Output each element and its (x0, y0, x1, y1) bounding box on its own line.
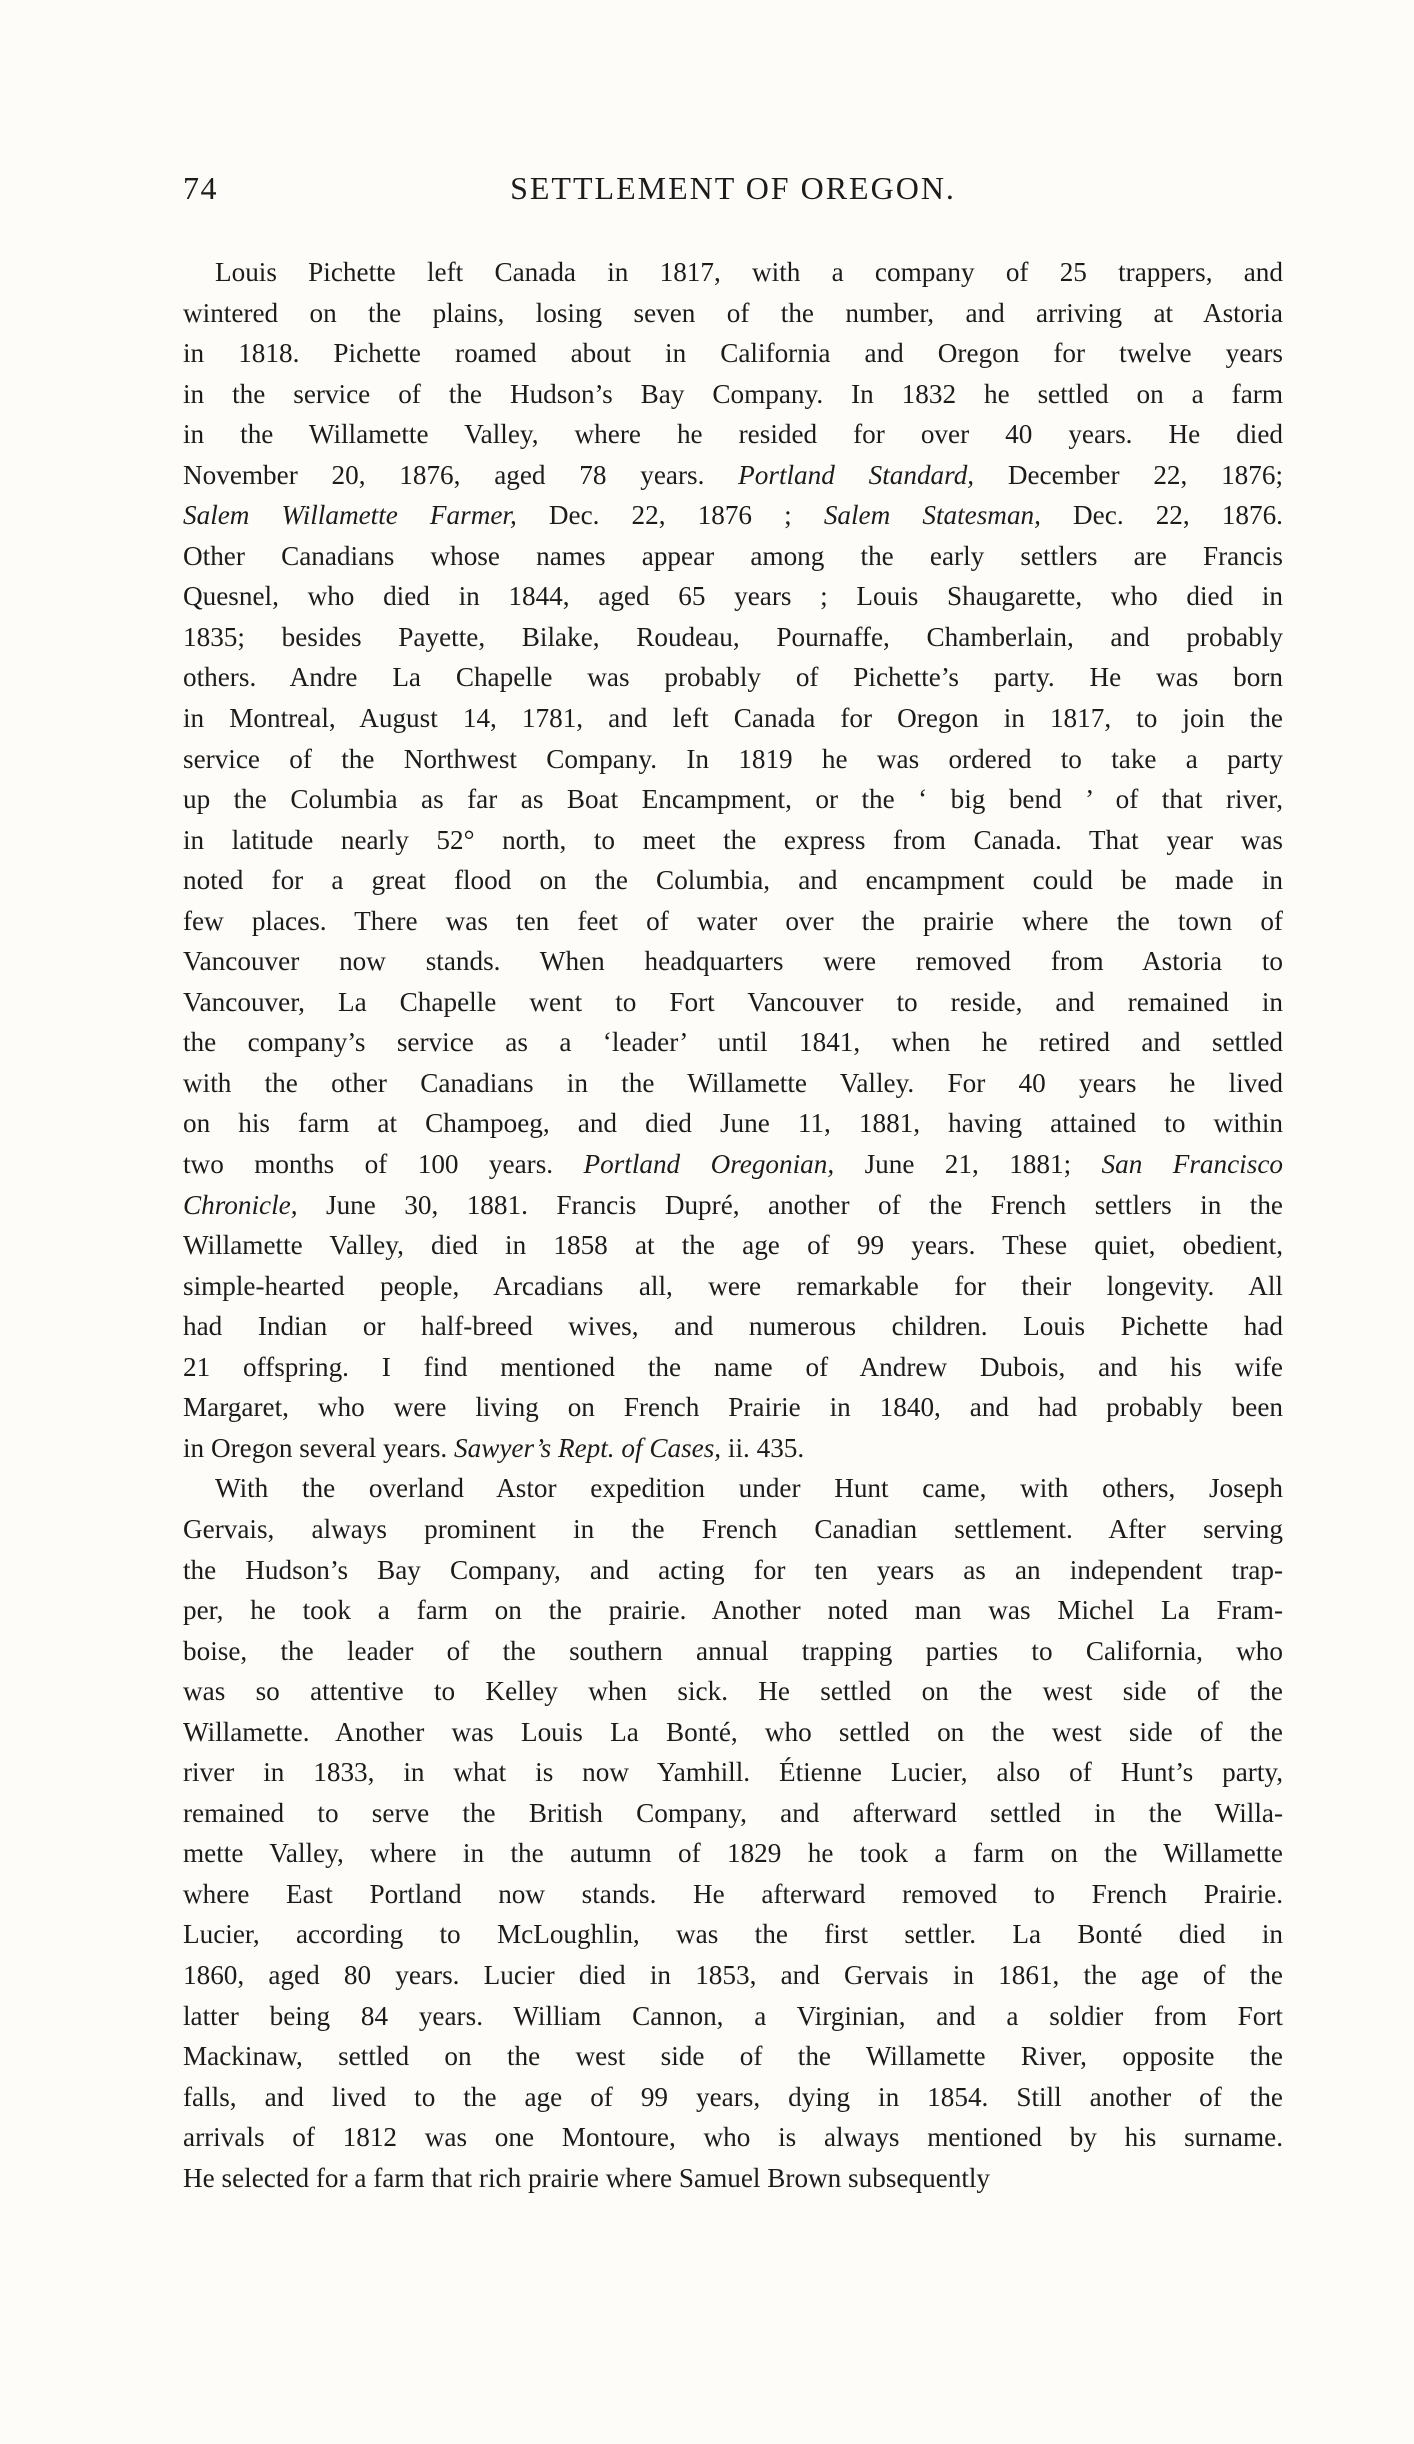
text-line (183, 1185, 1283, 1226)
text-run: wintered on the plains, losing seven of the number, and arriving at Astoria (183, 297, 1283, 328)
text-run: the Hudson’s Bay Company, and acting for ten years as an independent trap- (183, 1554, 1283, 1585)
text-run: November 20, 1876, aged 78 years. (183, 459, 739, 490)
text-run: 1835; besides Payette, Bilake, Roudeau, Pournaffe, Chamberlain, and probably (183, 621, 1283, 652)
italic-citation: Salem Willamette Farmer, (183, 500, 517, 531)
text-line (183, 1914, 1283, 1955)
text-run: was so attentive to Kelley when sick. He settled on the west side of the (183, 1676, 1283, 1707)
text-run: in Montreal, August 14, 1781, and left Canada for Oregon in 1817, to join the (183, 703, 1283, 734)
text-line (183, 2077, 1283, 2118)
text-run: service of the Northwest Company. In 1819 he was ordered to take a party (183, 743, 1283, 774)
text-run: in the service of the Hudson’s Bay Company. In 1832 he settled on a farm (183, 378, 1283, 409)
text-run: Gervais, always prominent in the French Canadian settlement. After serving (183, 1513, 1283, 1544)
running-title: SETTLEMENT OF OREGON. (510, 170, 956, 206)
text-run: Other Canadians whose names appear among the early settlers are Francis (183, 540, 1283, 571)
text-line (183, 455, 1283, 496)
body-text (183, 252, 1283, 2198)
text-line (183, 374, 1283, 415)
text-run: in Oregon several years. (183, 1432, 455, 1463)
text-run: June 30, 1881. Francis Dupré, another of the French settlers in the (297, 1189, 1283, 1220)
text-line (183, 1144, 1283, 1185)
text-run: on his farm at Champoeg, and died June 11, 1881, having attained to within (183, 1108, 1283, 1139)
text-run: arrivals of 1812 was one Montoure, who is always mentioned by his surname. (183, 2122, 1283, 2153)
text-run: two months of 100 years. (183, 1149, 584, 1180)
text-line (183, 698, 1283, 739)
text-line (183, 1468, 1283, 1509)
text-run: others. Andre La Chapelle was probably of Pichette’s party. He was born (183, 662, 1283, 693)
paragraph (183, 1468, 1283, 2198)
text-run: ii. 435. (721, 1432, 805, 1463)
text-line (183, 2117, 1283, 2158)
text-run: river in 1833, in what is now Yamhill. Étienne Lucier, also of Hunt’s party, (183, 1757, 1283, 1788)
text-line (183, 1793, 1283, 1834)
italic-citation: Salem Statesman, (823, 500, 1041, 531)
italic-citation: Portland Oregonian, (583, 1149, 835, 1180)
italic-citation: Sawyer’s Rept. of Cases, (454, 1432, 722, 1463)
text-run: June 21, 1881; (834, 1149, 1102, 1180)
text-run: with the other Canadians in the Willamette Valley. For 40 years he lived (183, 1067, 1283, 1098)
text-line (183, 1550, 1283, 1591)
text-run: falls, and lived to the age of 99 years, dying in 1854. Still another of the (183, 2081, 1283, 2112)
text-line (183, 982, 1283, 1023)
text-line (183, 860, 1283, 901)
text-run: Dec. 22, 1876 ; (516, 500, 824, 531)
text-line (183, 576, 1283, 617)
text-run: latter being 84 years. William Cannon, a Virginian, and a soldier from Fort (183, 2000, 1283, 2031)
text-run: in the Willamette Valley, where he resided for over 40 years. He died (183, 419, 1283, 450)
text-run: per, he took a farm on the prairie. Another noted man was Michel La Fram- (183, 1595, 1283, 1626)
italic-citation: Chronicle, (183, 1189, 298, 1220)
text-run: Quesnel, who died in 1844, aged 65 years ; Louis Shaugarette, who died in (183, 581, 1283, 612)
text-run: Vancouver now stands. When headquarters were removed from Astoria to (183, 946, 1283, 977)
italic-citation: Portland Standard, (738, 459, 975, 490)
text-run: remained to serve the British Company, and afterward settled in the Willa- (183, 1797, 1283, 1828)
text-run: boise, the leader of the southern annual trapping parties to California, who (183, 1635, 1283, 1666)
text-line (183, 1955, 1283, 1996)
text-run: Louis Pichette left Canada in 1817, with a company of 25 trappers, and (215, 257, 1283, 287)
text-run: With the overland Astor expedition under Hunt came, with others, Joseph (215, 1473, 1283, 1504)
text-run: up the Columbia as far as Boat Encampment, or the ‘ big bend ’ of that river, (183, 784, 1283, 815)
text-line (183, 252, 1283, 293)
text-run: the company’s service as a ‘leader’ until 1841, when he retired and settled (183, 1027, 1283, 1058)
text-line (183, 1103, 1283, 1144)
text-line (183, 536, 1283, 577)
text-line (183, 2158, 1283, 2199)
text-line (183, 1833, 1283, 1874)
text-run: Willamette. Another was Louis La Bonté, who settled on the west side of the (183, 1716, 1283, 1747)
text-line (183, 739, 1283, 780)
text-line (183, 2036, 1283, 2077)
text-line (183, 1306, 1283, 1347)
text-run: He selected for a farm that rich prairie where Samuel Brown subsequently (183, 2162, 991, 2193)
text-run: Dec. 22, 1876. (1040, 500, 1283, 531)
text-line (183, 1266, 1283, 1307)
text-line (183, 1590, 1283, 1631)
text-run: mette Valley, where in the autumn of 1829 he took a farm on the Willamette (183, 1838, 1283, 1869)
text-line (183, 657, 1283, 698)
text-line (183, 1063, 1283, 1104)
text-run: Mackinaw, settled on the west side of the Willamette River, opposite the (183, 2041, 1283, 2072)
text-line (183, 1631, 1283, 1672)
text-line (183, 820, 1283, 861)
text-line (183, 1428, 1283, 1469)
text-line (183, 779, 1283, 820)
text-run: in 1818. Pichette roamed about in California and Oregon for twelve years (183, 338, 1283, 369)
text-run: 21 offspring. I find mentioned the name of Andrew Dubois, and his wife (183, 1351, 1283, 1382)
text-run: December 22, 1876; (974, 459, 1283, 490)
text-line (183, 1874, 1283, 1915)
text-run: where East Portland now stands. He afterward removed to French Prairie. (183, 1878, 1283, 1909)
text-line (183, 1996, 1283, 2037)
text-line (183, 901, 1283, 942)
text-line (183, 495, 1283, 536)
text-line (183, 293, 1283, 334)
text-line (183, 617, 1283, 658)
page-number: 74 (183, 170, 218, 206)
text-line (183, 1671, 1283, 1712)
text-line (183, 1509, 1283, 1550)
text-run: few places. There was ten feet of water over the prairie where the town of (183, 905, 1283, 936)
text-line (183, 1347, 1283, 1388)
running-head (183, 170, 1283, 214)
text-line (183, 1712, 1283, 1753)
text-run: 1860, aged 80 years. Lucier died in 1853, and Gervais in 1861, the age of the (183, 1959, 1283, 1990)
text-run: had Indian or half-breed wives, and numerous children. Louis Pichette had (183, 1311, 1283, 1342)
text-line (183, 1225, 1283, 1266)
paragraph (183, 252, 1283, 1468)
italic-citation: San Francisco (1101, 1149, 1283, 1180)
text-line (183, 414, 1283, 455)
text-run: in latitude nearly 52° north, to meet the express from Canada. That year was (183, 824, 1283, 855)
text-line (183, 333, 1283, 374)
text-line (183, 1387, 1283, 1428)
text-run: noted for a great flood on the Columbia, and encampment could be made in (183, 865, 1283, 896)
text-line (183, 1022, 1283, 1063)
text-line (183, 1752, 1283, 1793)
text-run: Lucier, according to McLoughlin, was the first settler. La Bonté died in (183, 1919, 1283, 1950)
text-line (183, 941, 1283, 982)
text-run: Vancouver, La Chapelle went to Fort Vancouver to reside, and remained in (183, 986, 1283, 1017)
text-run: simple-hearted people, Arcadians all, were remarkable for their longevity. All (183, 1270, 1283, 1301)
text-run: Margaret, who were living on French Prairie in 1840, and had probably been (183, 1392, 1283, 1423)
text-run: Willamette Valley, died in 1858 at the age of 99 years. These quiet, obedient, (183, 1230, 1283, 1261)
